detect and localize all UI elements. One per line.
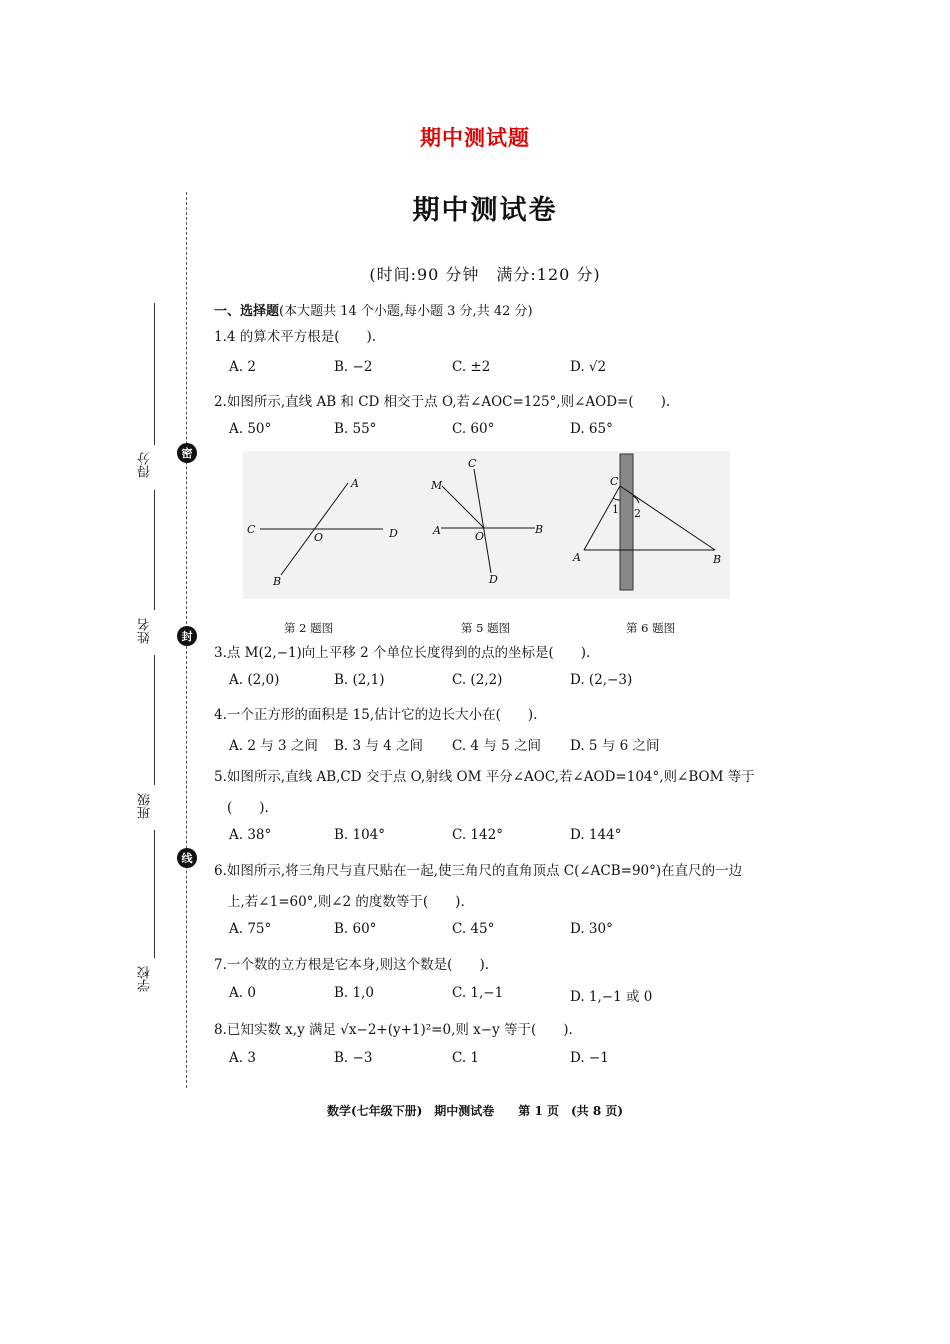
section-title: 一、选择题 [214, 304, 280, 319]
exam-time-score: (时间:90 分钟 满分:120 分) [369, 265, 601, 284]
q5-option-d: D. 144° [570, 827, 622, 843]
q6-option-b: B. 60° [334, 921, 377, 937]
fig2-label-d: D [389, 527, 398, 540]
q7-option-b: B. 1,0 [334, 985, 374, 1001]
q4-option-c: C. 4 与 5 之间 [452, 738, 541, 754]
red-title: 期中测试题 [420, 125, 530, 150]
question-6-stem-cont: 上,若∠1=60°,则∠2 的度数等于( ). [227, 894, 465, 910]
q6-option-c: C. 45° [452, 921, 495, 937]
fig6-label-2: 2 [634, 507, 641, 520]
fig6-label-1: 1 [612, 503, 619, 516]
q8-option-c: C. 1 [452, 1050, 480, 1066]
figure-5-diagram [441, 469, 535, 573]
figures-panel [243, 451, 730, 599]
fig6-label-a: A [573, 551, 581, 564]
q1-option-c: C. ±2 [452, 359, 491, 375]
question-2-stem: 2.如图所示,直线 AB 和 CD 相交于点 O,若∠AOC=125°,则∠AOD=( ). [214, 394, 671, 410]
seal-mi: 密 [177, 443, 197, 463]
fig6-label-b: B [713, 553, 722, 566]
fig5-label-o: O [475, 530, 485, 543]
question-6-stem: 6.如图所示,将三角尺与直尺贴在一起,使三角尺的直角顶点 C(∠ACB=90°)在直尺的一边 [214, 863, 743, 879]
fig5-caption: 第 5 题图 [461, 621, 511, 635]
q3-option-a: A. (2,0) [229, 672, 280, 688]
q3-option-b: B. (2,1) [334, 672, 385, 688]
fig2-label-b: B [273, 575, 282, 588]
q1-option-a: A. 2 [229, 359, 256, 375]
fig2-caption: 第 2 题图 [284, 621, 334, 635]
q6-option-d: D. 30° [570, 921, 613, 937]
seal-feng: 封 [177, 626, 197, 646]
question-1-stem: 1.4 的算术平方根是( ). [214, 329, 377, 345]
q8-option-d: D. −1 [570, 1050, 609, 1066]
q2-option-d: D. 65° [570, 421, 613, 437]
score-label: 得分 [138, 452, 153, 478]
q4-option-b: B. 3 与 4 之间 [334, 738, 424, 754]
fig6-caption: 第 6 题图 [626, 621, 676, 635]
question-5-stem: 5.如图所示,直线 AB,CD 交于点 O,射线 OM 平分∠AOC,若∠AOD=104°,则∠BOM 等于 [214, 769, 755, 785]
name-label: 姓名 [138, 618, 153, 644]
q3-option-d: D. (2,−3) [570, 672, 633, 688]
section-note: (本大题共 14 个小题,每小题 3 分,共 42 分) [279, 304, 533, 319]
class-label: 班级 [138, 793, 153, 819]
page-footer: 数学(七年级下册) 期中测试卷 第 1 页 (共 8 页) [326, 1104, 624, 1118]
question-8-stem: 8.已知实数 x,y 满足 √x−2+(y+1)²=0,则 x−y 等于( ). [214, 1022, 573, 1038]
class-write-line [154, 655, 155, 785]
q1-option-d: D. √2 [570, 359, 607, 375]
question-5-stem-cont: ( ). [227, 800, 269, 816]
fig5-label-d: D [489, 573, 498, 586]
school-write-line [154, 830, 155, 958]
q7-option-a: A. 0 [229, 985, 256, 1001]
q2-option-b: B. 55° [334, 421, 377, 437]
fig6-label-c: C [610, 475, 619, 488]
q6-option-a: A. 75° [229, 921, 272, 937]
q7-option-c: C. 1,−1 [452, 985, 504, 1001]
fig5-label-c: C [468, 457, 477, 470]
q7-option-d: D. 1,−1 或 0 [570, 989, 653, 1005]
q3-option-c: C. (2,2) [452, 672, 503, 688]
question-4-stem: 4.一个正方形的面积是 15,估计它的边长大小在( ). [214, 707, 538, 723]
q1-option-b: B. −2 [334, 359, 373, 375]
q4-option-d: D. 5 与 6 之间 [570, 738, 660, 754]
fig6-side-ac [584, 486, 620, 550]
school-label: 学校 [138, 966, 153, 992]
q2-option-a: A. 50° [229, 421, 272, 437]
q5-option-b: B. 104° [334, 827, 386, 843]
q5-option-c: C. 142° [452, 827, 503, 843]
fig5-label-m: M [431, 479, 443, 492]
section-heading [214, 300, 533, 319]
fig6-ruler [620, 454, 633, 590]
fig2-label-o: O [314, 531, 324, 544]
fig2-label-a: A [351, 477, 359, 490]
figure-6-diagram [584, 486, 715, 550]
q4-option-a: A. 2 与 3 之间 [229, 738, 318, 754]
fig6-angle-1-arc [613, 498, 620, 500]
q8-option-a: A. 3 [229, 1050, 256, 1066]
fig5-label-b: B [535, 523, 544, 536]
q5-option-a: A. 38° [229, 827, 272, 843]
q8-option-b: B. −3 [334, 1050, 373, 1066]
figures-svg [243, 451, 730, 599]
seal-xian: 线 [177, 848, 197, 868]
fig2-label-c: C [247, 523, 256, 536]
question-3-stem: 3.点 M(2,−1)向上平移 2 个单位长度得到的点的坐标是( ). [214, 645, 591, 661]
q2-option-c: C. 60° [452, 421, 495, 437]
score-write-line [154, 303, 155, 445]
name-write-line [154, 490, 155, 610]
figure-2-diagram [260, 483, 383, 575]
fig5-label-a: A [433, 524, 441, 537]
page-title: 期中测试卷 [412, 195, 558, 226]
question-7-stem: 7.一个数的立方根是它本身,则这个数是( ). [214, 957, 489, 973]
